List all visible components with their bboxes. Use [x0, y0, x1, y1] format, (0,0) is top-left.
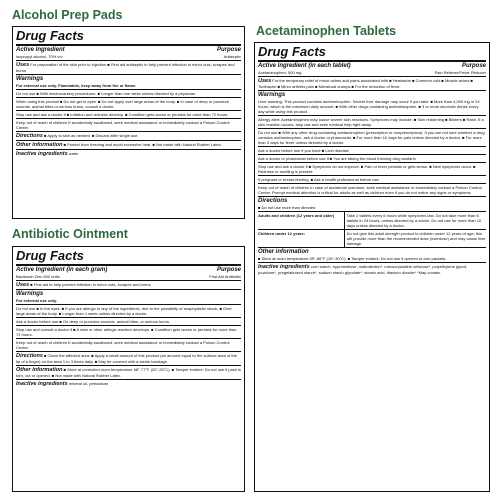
alcohol-warnings [16, 75, 241, 90]
acetaminophen-drug-facts-title: Drug Facts [258, 45, 486, 62]
acetaminophen-warning-3: Do not use ■ With any other drug containing acetaminophen (prescription or nonprescription). If you are not sure whether a drug contains acetaminophen, ask a doctor or pharmacist. ■ For more than 10 days for pain unless directed by a doctor. ■ For more than 3 days for fever unless directed by a doctor. [258, 130, 485, 145]
acetaminophen-purpose-label: Purpose [461, 63, 486, 69]
alcohol-uses-label: Uses [16, 62, 30, 68]
acetaminophen-warning-5: Ask a doctor or pharmacist before use if ■ You are taking the blood thinning drug warfarin [258, 155, 486, 163]
antibiotic-purpose-value: First Aid Antibiotic [209, 274, 241, 279]
acetaminophen-directions [258, 197, 486, 212]
antibiotic-other-label: Other information [16, 367, 63, 373]
alcohol-uses [16, 61, 241, 75]
antibiotic-uses-label: Uses [16, 282, 30, 288]
acetaminophen-active-label: Active Ingredient (in each tablet) [258, 63, 351, 69]
antibiotic-purpose-label: Purpose [216, 267, 241, 273]
acetaminophen-other-info [258, 248, 486, 263]
antibiotic-drug-facts-panel [12, 246, 245, 492]
antibiotic-directions-label: Directions [16, 353, 43, 359]
acetaminophen-uses-text: For the temporary relief of minor aches and pains associated with ■ Headache ■ Common cold ■ Muscle aches ■ Toothache ■ Minor arthritis pain ■ Menstrual cramps ■ For the reduction of fever. [258, 78, 473, 89]
antibiotic-uses-text: ■ First aid to help prevent infection in minor cuts, scrapes and burns. [30, 282, 152, 287]
alcohol-other-info [16, 141, 241, 150]
acetaminophen-uses-label: Uses [258, 78, 272, 84]
antibiotic-warning-5: Keep out of reach of children If accidentally swallowed, seek medical assistance or immediately contact a Poison Control Center. [16, 339, 241, 352]
alcohol-other-label: Other information [16, 142, 63, 148]
acetaminophen-inactive-text: corn starch, hypromellose, maltodextrin*, microcrystalline cellulose*, polyethylene glycol, povidone*, pregelatinized starch*, sodium starch glycolate*, stearic acid, titanium dioxide* *May contain [258, 264, 468, 275]
acetaminophen-directions-label: Directions [258, 198, 288, 204]
alcohol-warnings-label: Warnings [16, 76, 44, 82]
alcohol-inactive-text: water [68, 151, 79, 156]
acetaminophen-adults-label: Adults and children (12 years and older) [258, 212, 345, 229]
alcohol-directions-text: ■ Apply to skin as needed. ■ Discard after single use. [44, 133, 139, 138]
acetaminophen-other-text: ■ Store at room temperature 59°-86°F (15°-30°C). ■ Tamper evident: Do not use if opened or torn packets. [258, 256, 447, 261]
antibiotic-warning-2: Do not use ■ In the eyes. ■ If you are allergic to any of the ingredients, due to the possibility of anaphylactic shock. ■ Over large areas of the body. ■ Longer than 1 week unless directed by a doctor. [16, 305, 241, 318]
alcohol-purpose-label: Purpose [216, 47, 241, 53]
antibiotic-inactive [16, 380, 241, 388]
antibiotic-heading: Antibiotic Ointment [12, 227, 128, 241]
alcohol-active-row [16, 54, 241, 61]
acetaminophen-warning-2: Allergy alert: Acetaminophen may cause severe skin reactions. Symptoms may include: ■ Skin reddening ■ Blisters ■ Rash. If a skin reaction occurs, stop use and seek medical help right away. [258, 116, 486, 129]
antibiotic-uses [16, 281, 241, 290]
alcohol-other-text: ■ Protect from freezing and avoid excessive heat. ■ Not made with Natural Rubber Latex. [63, 142, 222, 147]
alcohol-warning-1: For external use only. Flammable, keep away from fire or flame. [16, 83, 137, 88]
antibiotic-other-text: ■ Store at controlled room temperature 68°-77°F (20°-25°C). ■ Tamper evident: Do not use if pack is torn, cut or opened. ■ Not made with Natural Rubber Latex. [16, 367, 241, 378]
antibiotic-active-label: Active Ingredient (in each gram) [16, 267, 108, 273]
alcohol-purpose-value: Antiseptic [223, 54, 241, 59]
acetaminophen-other-label: Other information [258, 249, 309, 255]
alcohol-drug-facts-title: Drug Facts [16, 29, 241, 46]
alcohol-heading: Alcohol Prep Pads [12, 8, 123, 22]
acetaminophen-uses [258, 77, 486, 91]
acetaminophen-dosage-children [258, 230, 486, 248]
acetaminophen-warnings [258, 91, 486, 116]
antibiotic-warning-1: For external use only. [16, 298, 58, 303]
antibiotic-active-header [16, 267, 241, 274]
alcohol-directions-label: Directions [16, 133, 43, 139]
acetaminophen-warning-6: Stop use and ask a doctor if ■ Symptoms do not improve. ■ Pain or fever persists or gets worse. ■ New symptoms occur. ■ Redness or swelling is present. [258, 163, 486, 176]
antibiotic-warning-4: Stop use and consult a doctor if ■ A rash or other allergic reaction develops. ■ Condition gets worse or persists for more than 72 hours. [16, 326, 241, 339]
alcohol-warning-2: Do not use ■ With electrocautery procedures. ■ Longer than one week unless directed by a physician. [16, 90, 241, 98]
acetaminophen-inactive [258, 263, 486, 276]
acetaminophen-active-header [258, 63, 486, 70]
antibiotic-directions [16, 352, 241, 366]
acetaminophen-heading: Acetaminophen Tablets [256, 24, 397, 38]
acetaminophen-active-row [258, 70, 486, 77]
antibiotic-inactive-text: mineral oil, petrolatum [68, 381, 109, 386]
alcohol-inactive-label: Inactive ingredients [16, 151, 68, 157]
alcohol-warning-4: Stop use and ask a doctor if ■ Irritation and redness develop. ■ Condition gets worse or persists for more than 72 hours. [16, 111, 241, 119]
acetaminophen-warning-8: Keep out of reach of children In case of accidental overdose, seek medical assistance or immediately contact a Poison Control Center. Prompt medical attention is critical for adults as well as children even if you do not notice any signs or symptoms. [258, 184, 486, 197]
acetaminophen-directions-text: ■ Do not use more than directed [258, 205, 316, 210]
antibiotic-drug-facts-title: Drug Facts [16, 249, 241, 266]
alcohol-uses-text: For preparation of the skin prior to injection ■ First aid antiseptic to help prevent infection in minor cuts, scrapes and burns [16, 62, 235, 73]
antibiotic-inactive-label: Inactive ingredients [16, 381, 68, 387]
antibiotic-warning-3: Ask a doctor before use ■ On deep or puncture wounds, animal bites, or serious burns. [16, 318, 241, 326]
alcohol-warning-5: Keep out of reach of children If accidentally swallowed, seek medical assistance or immediately contact a Poison Control Center. [16, 119, 241, 132]
alcohol-drug-facts-panel [12, 26, 245, 219]
acetaminophen-children-label: Children under 12 years: [258, 230, 345, 247]
acetaminophen-active-value: Acetaminophen, 500 mg [258, 70, 302, 75]
alcohol-warning-3: When using this product ■ Do not get in eyes. ■ Do not apply over large areas of the body. ■ In case of deep or puncture wounds, animal bites or serious burns, consult a doctor. [16, 98, 241, 111]
acetaminophen-warning-1: Liver warning: This product contains acetaminophen. Severe liver damage may occur if you take: ■ More than 4,000 mg in 24 hours, which is the maximum daily amount. ■ With other drugs containing acetaminophen. ■ 3 or more alcoholic drinks every day while using this product. [258, 99, 480, 114]
antibiotic-active-value: Bacitracin Zinc 500 units [16, 274, 60, 279]
acetaminophen-dosage-adults [258, 212, 486, 230]
acetaminophen-adults-text: Take 2 tablets every 6 hours while symptoms last. Do not take more than 6 tablets in 24 hours, unless directed by a doctor. Do not use for more than 10 days unless directed by a doctor. [346, 213, 482, 228]
antibiotic-other-info [16, 366, 241, 380]
antibiotic-directions-text: ■ Clean the affected area. ■ Apply a small amount of this product (an amount equal to the surface area of the tip of a finger) on the area 1 to 3 times daily. ■ May be covered with a sterile bandage. [16, 353, 237, 364]
antibiotic-warnings [16, 290, 241, 305]
acetaminophen-drug-facts-panel [254, 42, 490, 492]
antibiotic-warnings-label: Warnings [16, 291, 44, 297]
alcohol-active-header [16, 47, 241, 54]
antibiotic-active-row [16, 274, 241, 281]
acetaminophen-inactive-label: Inactive ingredients [258, 264, 310, 270]
alcohol-active-value: Isopropyl alcohol, 70% v/v [16, 54, 63, 59]
acetaminophen-warning-7: If pregnant or breast-feeding, ■ Ask a health professional before use. [258, 176, 486, 184]
alcohol-active-label: Active Ingredient [16, 47, 65, 53]
acetaminophen-purpose-value: Pain Reliever/Fever Reducer [434, 70, 486, 75]
acetaminophen-children-text: Do not give this adult strength product to children under 12 years of age; this will provide more than the recommended dose (overdose) and may cause liver damage. [346, 231, 486, 246]
alcohol-directions [16, 132, 241, 141]
alcohol-inactive [16, 150, 241, 158]
acetaminophen-warning-4: Ask a doctor before use if you have ■ Liver disease [258, 147, 486, 155]
acetaminophen-warnings-label: Warnings [258, 92, 286, 98]
